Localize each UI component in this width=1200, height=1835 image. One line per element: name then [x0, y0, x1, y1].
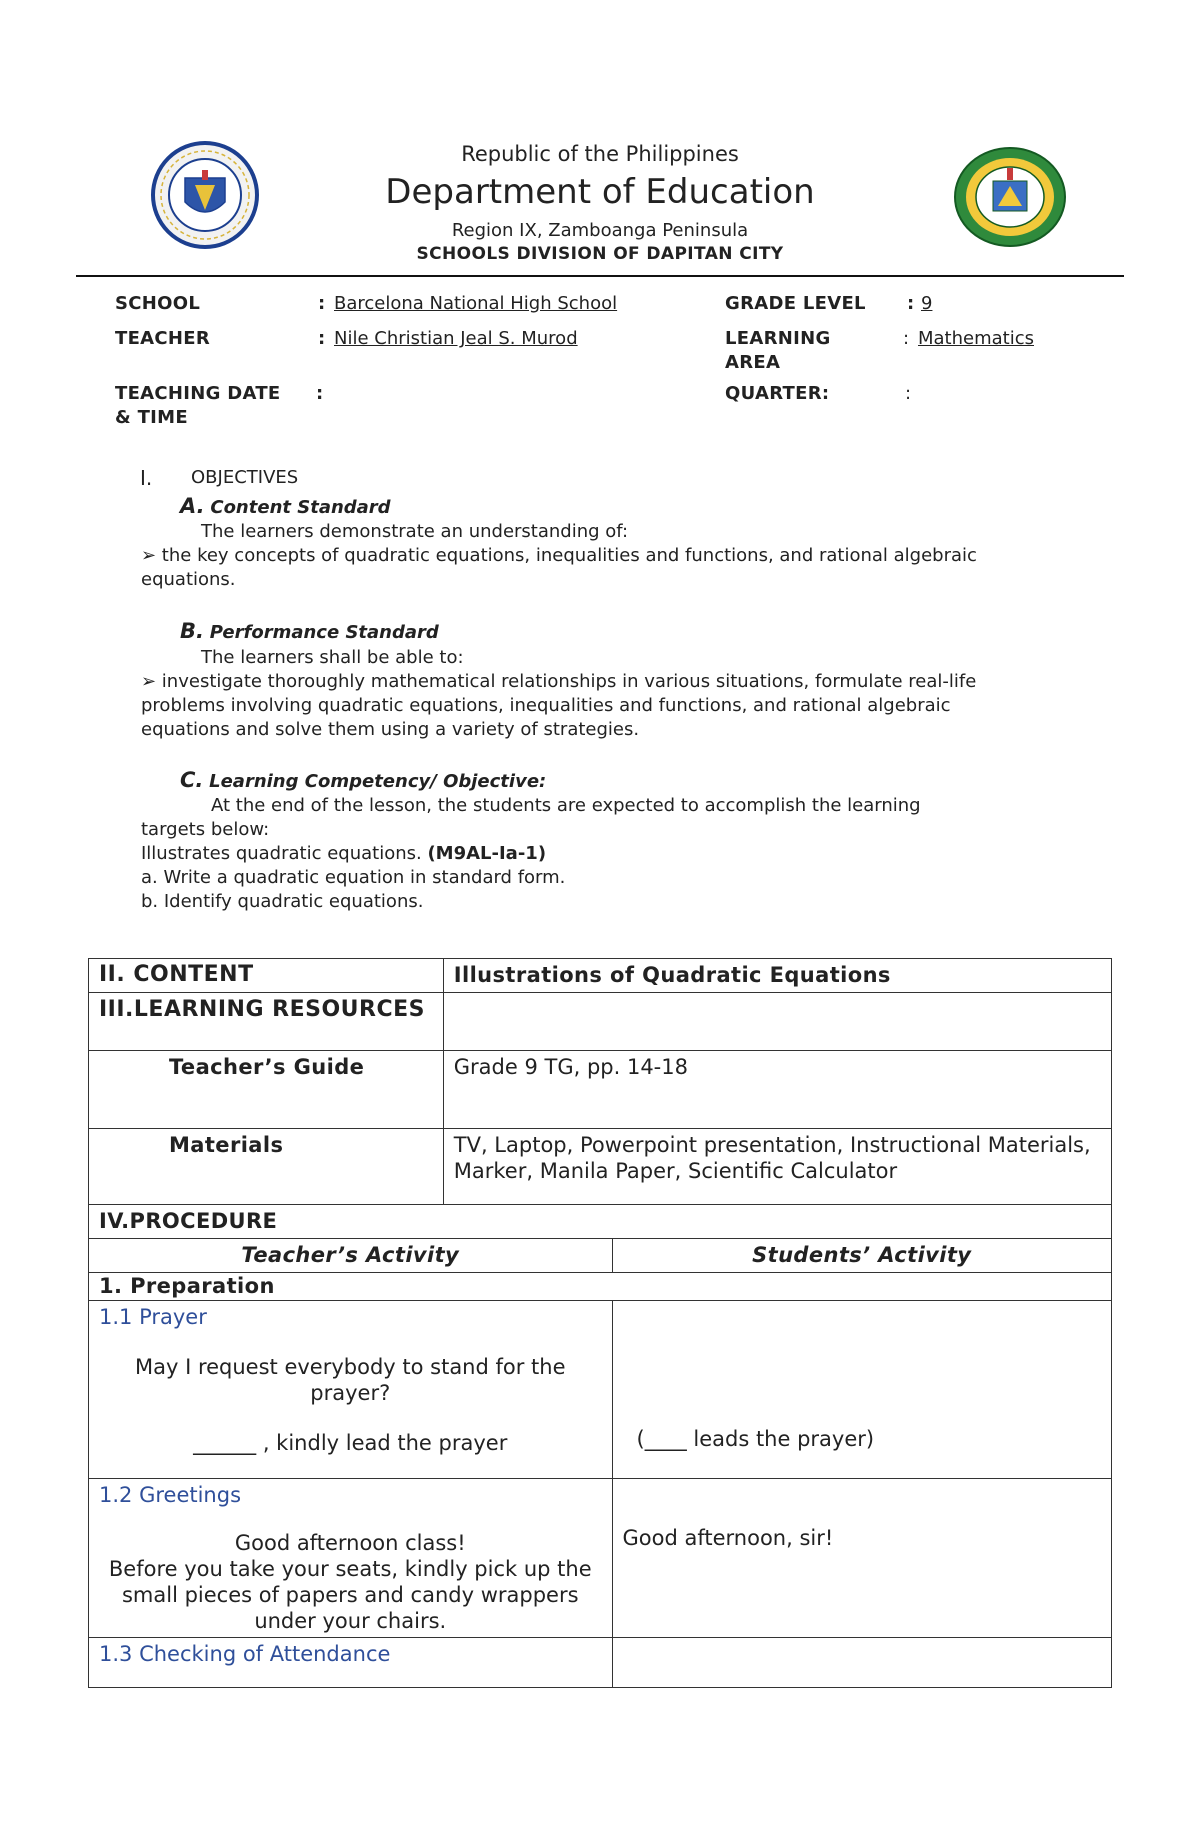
- attendance-student-cell: [612, 1638, 1111, 1688]
- prayer-title: 1.1 Prayer: [99, 1305, 207, 1329]
- learning-competency-title: Learning Competency/ Objective:: [209, 771, 547, 792]
- content-value: Illustrations of Quadratic Equations: [443, 959, 1111, 993]
- republic-line: Republic of the Philippines: [461, 142, 739, 166]
- prayer-teacher-cell: [89, 1301, 613, 1479]
- resources-value: [443, 993, 1111, 1051]
- attendance-title: 1.3 Checking of Attendance: [99, 1642, 391, 1666]
- students-activity-header: Students’ Activity: [612, 1239, 1111, 1273]
- teachers-guide-row: [89, 1051, 1112, 1129]
- content-standard-title: Content Standard: [210, 497, 391, 518]
- prayer-request: May I request everybody to stand for the prayer?: [134, 1355, 566, 1405]
- teaching-date-label-2: & TIME: [115, 407, 188, 428]
- greetings-title: 1.2 Greetings: [99, 1483, 242, 1507]
- materials-label: Materials: [89, 1129, 444, 1205]
- materials-row: [89, 1129, 1112, 1205]
- attendance-row: [89, 1638, 1112, 1688]
- procedure-label: IV.PROCEDURE: [89, 1205, 1112, 1239]
- competency-code: (M9AL-Ia-1): [427, 843, 547, 864]
- materials-value: TV, Laptop, Powerpoint presentation, Instructional Materials, Marker, Manila Paper, Scientific Calculator: [443, 1129, 1111, 1205]
- performance-standard-line-2: problems involving quadratic equations, inequalities and functions, and rational algebraic: [141, 695, 951, 716]
- activity-header-row: [89, 1239, 1112, 1273]
- teachers-guide-value: Grade 9 TG, pp. 14-18: [443, 1051, 1111, 1129]
- school-colon: :: [318, 293, 326, 314]
- objectives-heading: OBJECTIVES: [191, 467, 299, 488]
- prayer-response: (____ leads the prayer): [636, 1427, 875, 1451]
- teacher-value: Nile Christian Jeal S. Murod: [334, 328, 578, 349]
- content-standard-intro: The learners demonstrate an understanding of:: [201, 521, 629, 542]
- teacher-label: TEACHER: [115, 328, 211, 349]
- learning-competency-heading: [180, 768, 546, 794]
- teaching-date-label-1: TEACHING DATE: [115, 383, 281, 404]
- content-label: II. CONTENT: [89, 959, 444, 993]
- department-title: Department of Education: [385, 172, 815, 212]
- learning-competency-line-1: At the end of the lesson, the students are expected to accomplish the learning: [211, 795, 921, 816]
- division-line: SCHOOLS DIVISION OF DAPITAN CITY: [416, 244, 784, 264]
- greetings-student-cell: [612, 1479, 1111, 1638]
- greetings-teacher-cell: [89, 1479, 613, 1638]
- content-row: [89, 959, 1112, 993]
- performance-standard-title: Performance Standard: [209, 622, 439, 643]
- content-standard-heading: [180, 494, 391, 520]
- content-standard-letter: A.: [180, 494, 205, 518]
- greetings-line-2: Before you take your seats, kindly pick up the small pieces of papers and candy wrappers under your chairs.: [108, 1557, 592, 1633]
- quarter-colon: :: [905, 383, 912, 404]
- performance-standard-intro: The learners shall be able to:: [201, 647, 464, 668]
- lesson-plan-table: [88, 958, 1112, 1688]
- attendance-teacher-cell: [89, 1638, 613, 1688]
- teachers-activity-header: Teacher’s Activity: [89, 1239, 613, 1273]
- learning-target-b: b. Identify quadratic equations.: [141, 891, 424, 912]
- learning-target-a: a. Write a quadratic equation in standard form.: [141, 867, 566, 888]
- performance-standard-line-3: equations and solve them using a variety of strategies.: [141, 719, 640, 740]
- greetings-row: [89, 1479, 1112, 1638]
- learning-area-colon: :: [903, 328, 910, 349]
- school-value: Barcelona National High School: [334, 293, 618, 314]
- objectives-number: I.: [140, 466, 153, 490]
- grade-level-value: 9: [921, 293, 933, 314]
- learning-competency-line-2: targets below:: [141, 819, 270, 840]
- learning-competency-letter: C.: [180, 768, 204, 792]
- resources-label: III.LEARNING RESOURCES: [89, 993, 444, 1051]
- prayer-student-cell: [612, 1301, 1111, 1479]
- learning-competency-line-3: [141, 842, 546, 866]
- greetings-line-1: Good afternoon class!: [234, 1531, 466, 1555]
- learning-area-label-1: LEARNING: [725, 328, 831, 349]
- deped-seal-logo: [150, 140, 260, 250]
- preparation-row: [89, 1273, 1112, 1301]
- prayer-row: [89, 1301, 1112, 1479]
- prayer-lead: ______ , kindly lead the prayer: [193, 1431, 508, 1455]
- greetings-response: Good afternoon, sir!: [622, 1526, 834, 1550]
- resources-row: [89, 993, 1112, 1051]
- region-line: Region IX, Zamboanga Peninsula: [451, 220, 749, 241]
- teaching-date-colon: :: [316, 383, 324, 404]
- grade-level-label: GRADE LEVEL: [725, 293, 866, 314]
- teachers-guide-label: Teacher’s Guide: [89, 1051, 444, 1129]
- quarter-label: QUARTER:: [725, 383, 830, 404]
- header-divider: [76, 275, 1124, 277]
- content-standard-line-2: equations.: [141, 569, 236, 590]
- competency-text: Illustrates quadratic equations.: [141, 843, 428, 864]
- performance-standard-heading: [180, 619, 439, 645]
- learning-area-value: Mathematics: [918, 328, 1034, 349]
- learning-area-label-2: AREA: [725, 352, 781, 373]
- content-standard-line-1: ➢ the key concepts of quadratic equations, inequalities and functions, and rational algebraic: [141, 545, 977, 566]
- school-label: SCHOOL: [115, 293, 201, 314]
- teacher-colon: :: [318, 328, 326, 349]
- grade-colon: :: [907, 293, 915, 314]
- procedure-row: [89, 1205, 1112, 1239]
- performance-standard-line-1: ➢ investigate thoroughly mathematical relationships in various situations, formulate real-life: [141, 671, 977, 692]
- preparation-label: 1. Preparation: [89, 1273, 1112, 1301]
- performance-standard-letter: B.: [180, 619, 204, 643]
- division-seal-logo: [953, 146, 1068, 248]
